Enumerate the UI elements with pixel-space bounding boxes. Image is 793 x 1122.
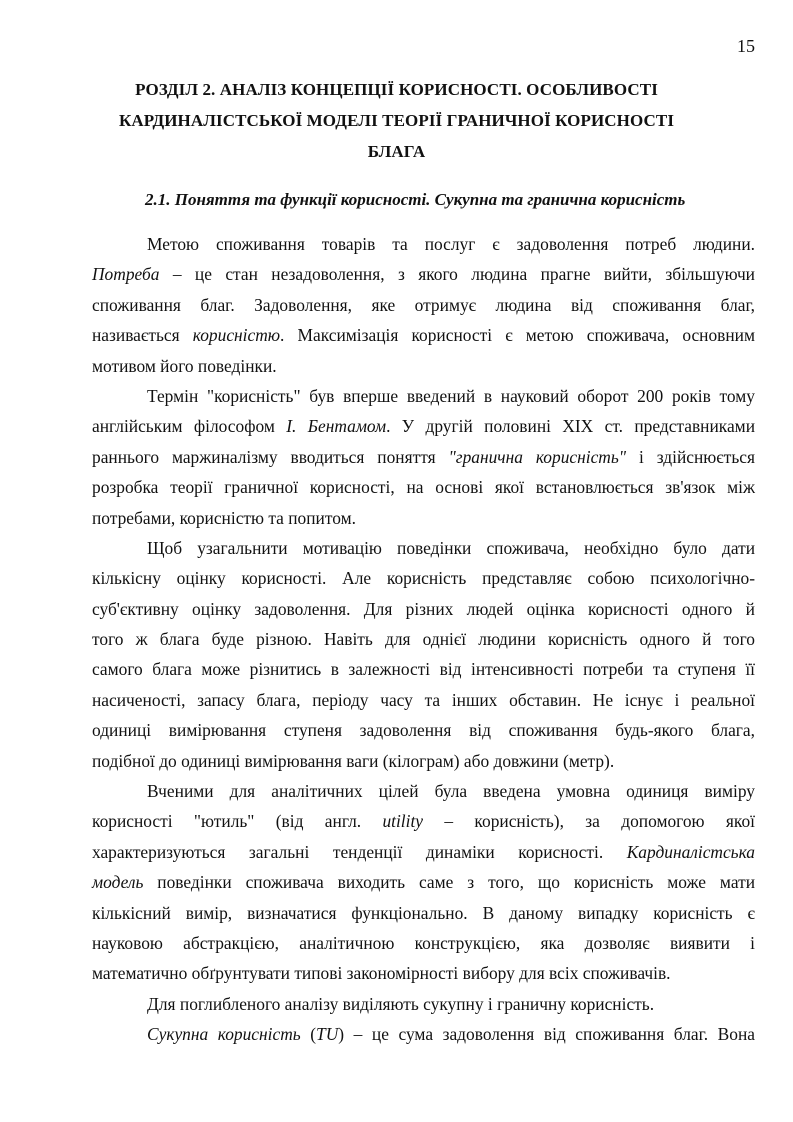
italic-text: "гранична корисність" bbox=[448, 446, 627, 467]
text-run: кількісний вимір, визначатися функціонально. В даному випадку корисність є bbox=[92, 902, 755, 923]
text-run: Метою споживання товарів та послуг є задоволення потреб людини. bbox=[147, 234, 755, 254]
text-run: того ж блага буде різною. Навіть для однієї людини корисність одного й того bbox=[92, 629, 755, 650]
text-run: потребами, корисністю та попитом. bbox=[92, 507, 356, 528]
page-number: 15 bbox=[737, 36, 755, 56]
text-run: раннього маржиналізму вводиться поняття bbox=[92, 446, 449, 467]
text-run: англійським філософом bbox=[92, 416, 287, 437]
text-line bbox=[92, 837, 755, 867]
chapter-title bbox=[60, 74, 733, 167]
text-run: насиченості, запасу блага, періоду часу та інших обставин. Не існує і реальної bbox=[92, 689, 755, 710]
text-line bbox=[92, 503, 755, 533]
paragraph bbox=[92, 1019, 755, 1049]
text-line bbox=[92, 290, 755, 320]
text-line bbox=[92, 381, 755, 411]
chapter-title-line: БЛАГА bbox=[367, 142, 426, 161]
text-line bbox=[92, 594, 755, 624]
paragraph bbox=[92, 776, 755, 989]
text-run: – корисність), за допомогою якої bbox=[423, 811, 755, 832]
text-line bbox=[92, 989, 755, 1019]
text-run: ( bbox=[300, 1024, 317, 1045]
text-line bbox=[92, 958, 755, 988]
text-run: і здійснюється bbox=[626, 446, 755, 467]
text-run: – це стан незадоволення, з якого людина прагне вийти, збільшуючи bbox=[159, 264, 755, 285]
paragraph bbox=[92, 989, 755, 1019]
text-line bbox=[92, 898, 755, 928]
text-run: мотивом його поведінки. bbox=[92, 355, 277, 376]
text-run: Вченими для аналітичних цілей була введена умовна одиниця виміру bbox=[147, 781, 755, 802]
text-run: науковою абстракцією, аналітичною конструкцією, яка дозволяє виявити і bbox=[92, 932, 755, 953]
text-line bbox=[92, 320, 755, 350]
text-line bbox=[92, 685, 755, 715]
text-run: одиниці вимірювання ступеня задоволення від споживання будь-якого блага, bbox=[92, 720, 755, 741]
text-run: Термін "корисність" був вперше введений в науковий оборот 200 років тому bbox=[147, 385, 755, 406]
text-line bbox=[92, 928, 755, 958]
text-run: . У другій половині XIX ст. представниками bbox=[386, 416, 755, 437]
text-line bbox=[92, 442, 755, 472]
italic-text: корисністю bbox=[192, 325, 281, 346]
paragraph bbox=[92, 533, 755, 776]
text-line bbox=[92, 654, 755, 684]
text-run: математично обґрунтувати типові закономірності вибору для всіх споживачів. bbox=[92, 963, 671, 984]
italic-text: Кардиналістська bbox=[626, 841, 755, 862]
text-line bbox=[92, 411, 755, 441]
text-line bbox=[92, 867, 755, 897]
text-line bbox=[92, 746, 755, 776]
text-line bbox=[92, 533, 755, 563]
text-run: корисності "ютиль" (від англ. bbox=[92, 811, 383, 832]
paragraph bbox=[92, 381, 755, 533]
text-line bbox=[92, 806, 755, 836]
italic-text: модель bbox=[92, 872, 144, 893]
text-line bbox=[92, 259, 755, 289]
text-run: кількісну оцінку корисності. Але корисність представляє собою психологічно- bbox=[92, 568, 755, 589]
text-run: називається bbox=[92, 325, 193, 346]
text-line bbox=[92, 715, 755, 745]
text-line bbox=[92, 229, 755, 259]
paragraph bbox=[92, 229, 755, 381]
text-line bbox=[92, 472, 755, 502]
text-line bbox=[92, 624, 755, 654]
text-run: подібної до одиниці вимірювання ваги (кілограм) або довжини (метр). bbox=[92, 750, 615, 771]
text-run: суб'єктивну оцінку задоволення. Для різних людей оцінка корисності одного й bbox=[92, 598, 755, 619]
italic-text: Потреба bbox=[92, 264, 160, 285]
body-text bbox=[92, 229, 755, 1050]
italic-text: TU bbox=[316, 1024, 339, 1045]
text-line bbox=[92, 1019, 755, 1049]
text-line bbox=[92, 776, 755, 806]
text-run: поведінки споживача виходить саме з того, що корисність може мати bbox=[143, 872, 755, 893]
text-run: Щоб узагальнити мотивацію поведінки споживача, необхідно було дати bbox=[147, 537, 755, 558]
text-run: Для поглибленого аналізу виділяють сукупну і граничну корисність. bbox=[147, 993, 655, 1014]
text-run: самого блага може різнитись в залежності від інтенсивності потреби та ступеня її bbox=[92, 659, 755, 680]
text-run: характеризуються загальні тенденції динаміки корисності. bbox=[92, 841, 627, 862]
text-run: . Максимізація корисності є метою споживача, основним bbox=[280, 325, 755, 346]
chapter-title-line: РОЗДІЛ 2. АНАЛІЗ КОНЦЕПЦІЇ КОРИСНОСТІ. ОСОБЛИВОСТІ bbox=[135, 80, 658, 99]
text-line bbox=[92, 563, 755, 593]
text-run: розробка теорії граничної корисності, на основі якої встановлюється зв'язок між bbox=[92, 477, 755, 498]
italic-text: utility bbox=[382, 811, 424, 832]
section-heading: 2.1. Поняття та функції корисності. Сукупна та гранична корисність bbox=[145, 190, 686, 209]
text-run: ) – це сума задоволення від споживання благ. Вона bbox=[338, 1024, 755, 1045]
chapter-title-line: КАРДИНАЛІСТСЬКОЇ МОДЕЛІ ТЕОРІЇ ГРАНИЧНОЇ КОРИСНОСТІ bbox=[118, 111, 675, 130]
text-run: споживання благ. Задоволення, яке отримує людина від споживання благ, bbox=[92, 294, 755, 315]
italic-text: І. Бентамом bbox=[286, 416, 387, 437]
italic-text: Сукупна корисність bbox=[147, 1024, 301, 1045]
text-line bbox=[92, 351, 755, 381]
